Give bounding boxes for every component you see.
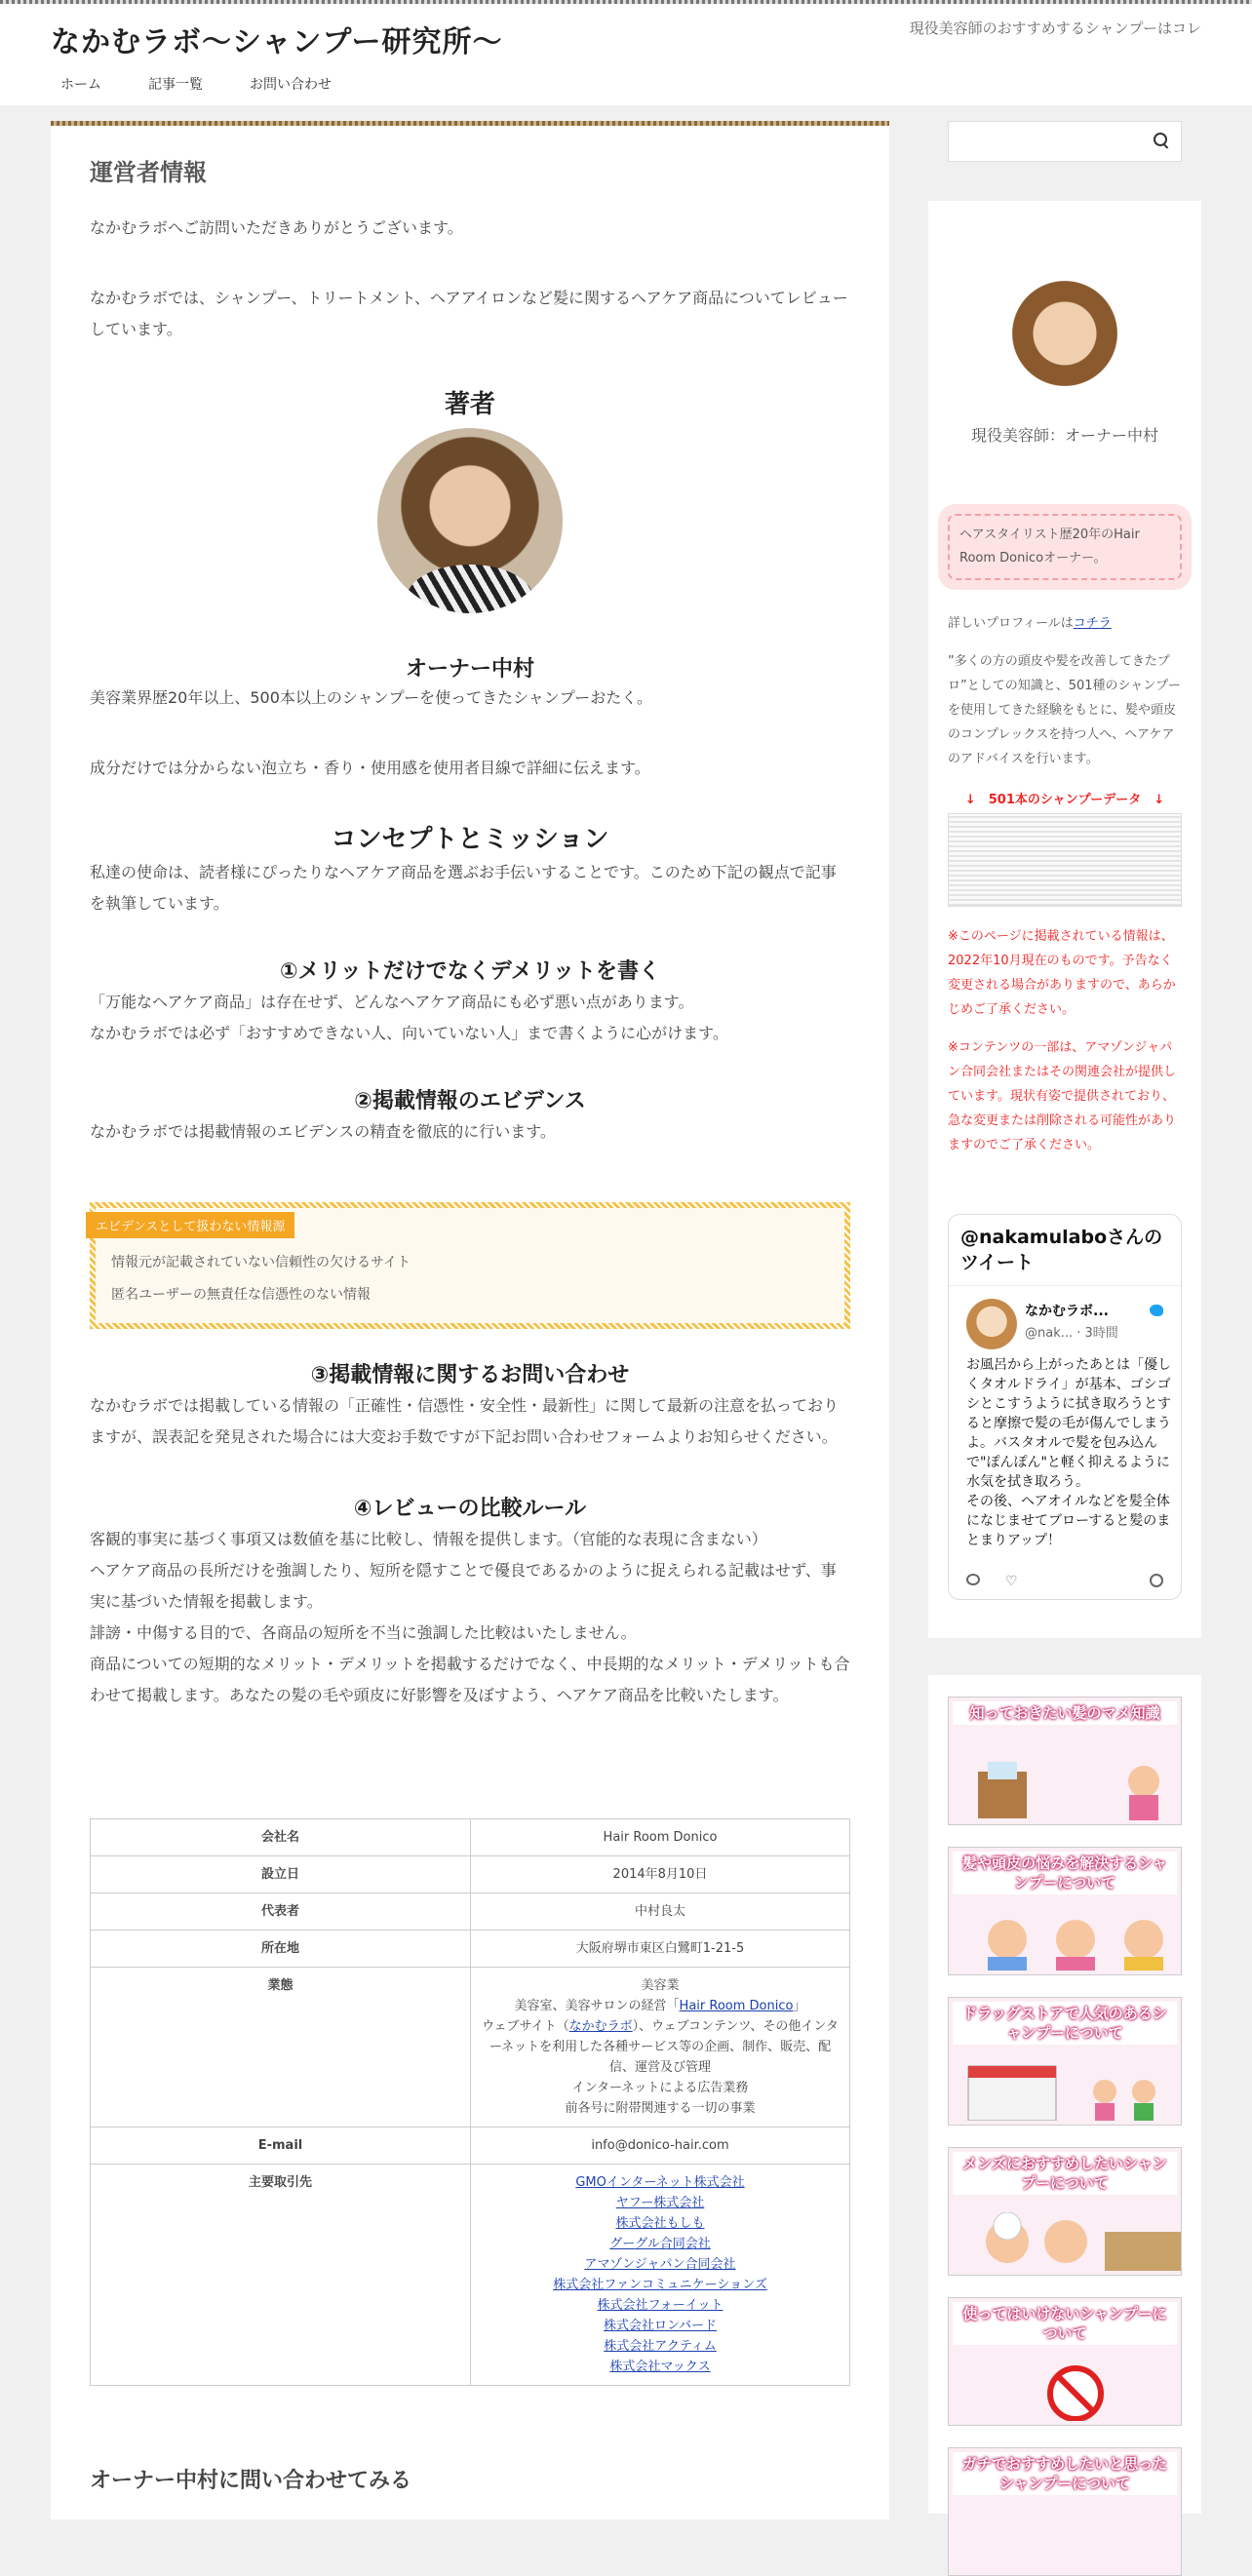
search-icon[interactable]	[1154, 133, 1171, 150]
table-value: 中村良太	[471, 1893, 850, 1931]
partner-link[interactable]: 株式会社もしも	[615, 2216, 705, 2231]
table-value: 大阪府堺市東区白鷺町1-21-5	[471, 1931, 850, 1968]
intro-text-2: なかむラボでは、シャンプー、トリートメント、ヘアアイロンなど髪に関するヘアケア商品についてレビューしています。	[90, 289, 848, 338]
owner-desc-1: 美容業界歴20年以上、500本以上のシャンプーを使ってきたシャンプーおたく。	[90, 688, 652, 707]
section3-text: なかむラボでは掲載している情報の「正確性・信憑性・安全性・最新性」に関して最新の注意を払っておりますが、誤表記を発見された場合には大変お手数ですが下記お問い合わせフォームよりお知らせください。	[90, 1396, 840, 1446]
owner-intro-box	[938, 504, 1192, 590]
tweet-widget-heading[interactable]: @nakamulaboさんのツイート	[949, 1215, 1181, 1286]
banner-hair-tips[interactable]	[948, 1697, 1182, 1825]
site-tagline: 現役美容師のおすすめするシャンプーはコレ	[909, 20, 1201, 37]
table-key: 会社名	[91, 1819, 471, 1856]
global-nav	[51, 74, 369, 94]
shampoo-data-title: ↓ 501本のシャンプーデータ ↓	[964, 793, 1165, 807]
biz-line: ウェブサイト（なかむラボ）、ウェブコンテンツ、その他インターネットを利用した各種サービス等の企画、制作、販売、配信、運営及び管理	[482, 2019, 839, 2075]
tweet-user-handle: @nak... · 3時間	[1025, 1326, 1118, 1341]
profile-link[interactable]: コチラ	[1073, 616, 1112, 631]
table-key: 所在地	[91, 1931, 471, 1968]
tweet-widget	[948, 1214, 1182, 1600]
table-row	[91, 1968, 850, 2127]
author-heading: 著者	[444, 390, 495, 419]
section3-heading: ③掲載情報に関するお問い合わせ	[310, 1363, 630, 1387]
table-value	[471, 1968, 850, 2127]
banner-scalp-problems[interactable]	[948, 1847, 1182, 1975]
notice-date: ※このページに掲載されている情報は、2022年10月現在のものです。予告なく変更される場合がありますので、あらかじめご了承ください。	[948, 929, 1176, 1017]
shampoo-data-image[interactable]	[948, 813, 1182, 907]
biz-line: 前各号に附帯関連する一切の事業	[565, 2101, 756, 2116]
concept-heading: コンセプトとミッション	[331, 825, 609, 854]
tweet-actions	[966, 1574, 1163, 1589]
section2-heading: ②掲載情報のエビデンス	[354, 1089, 586, 1113]
partners-list	[471, 2165, 850, 2386]
banner-title: 使ってはいけないシャンプーについて	[953, 2302, 1177, 2345]
banner-recommended[interactable]	[948, 2447, 1182, 2576]
table-value: Hair Room Donico	[471, 1819, 850, 1856]
bath-illustration-icon	[959, 2212, 1182, 2271]
partner-link[interactable]: 株式会社ロンバード	[603, 2319, 718, 2333]
owner-quote: ”多くの方の頭皮や髪を改善してきたプロ”としての知識と、501種のシャンプーを使用してきた経験をもとに、髪や頭皮のコンプレックスを持つ人へ、ヘアケアのアドバイスを行います。	[948, 654, 1181, 766]
table-value: info@donico-hair.com	[471, 2127, 850, 2165]
section4-line1: 客観的事実に基づく事項又は数値を基に比較し、情報を提供します。（官能的な表現に含まない）	[90, 1530, 767, 1548]
reply-icon[interactable]	[966, 1574, 980, 1585]
contact-heading: オーナー中村に問い合わせてみる	[90, 2469, 412, 2493]
info-icon[interactable]	[1150, 1574, 1163, 1587]
tweet-user-name[interactable]: なかむラボ...	[1025, 1304, 1109, 1319]
search-box	[948, 121, 1182, 162]
prohibited-icon	[959, 2362, 1182, 2421]
owner-side-avatar	[1011, 265, 1118, 402]
concept-text: 私達の使命は、読者様にぴったりなヘアケア商品を選ぶお手伝いすることです。このため下記の観点で記事を執筆しています。	[90, 863, 837, 913]
biz-line: 美容室、美容サロンの経営「Hair Room Donico」	[514, 1999, 806, 2013]
section1-heading: ①メリットだけでなくデメリットを書く	[280, 959, 660, 984]
owner-desc-2: 成分だけでは分からない泡立ち・香り・使用感を使用者目線で詳細に伝えます。	[90, 759, 650, 777]
banner-title: メンズにおすすめしたいシャンプーについて	[953, 2152, 1177, 2195]
profile-widget	[928, 201, 1201, 1638]
owner-name: オーナー中村	[405, 657, 534, 682]
profile-link-line: 詳しいプロフィールはコチラ	[948, 616, 1112, 631]
biz-line: インターネットによる広告業務	[571, 2081, 749, 2095]
callout-label: エビデンスとして扱わない情報源	[86, 1212, 294, 1238]
nakamulabo-link[interactable]: なかむラボ	[568, 2019, 633, 2034]
pharmacy-illustration-icon	[959, 2062, 1182, 2121]
partner-link[interactable]: GMOインターネット株式会社	[575, 2175, 745, 2190]
banner-title: ドラッグストアで人気のあるシャンプーについて	[953, 2002, 1177, 2045]
table-value: 2014年8月10日	[471, 1856, 850, 1893]
banner-title: 髪や頭皮の悩みを解決するシャンプーについて	[953, 1852, 1177, 1894]
partner-link[interactable]: 株式会社フォーイット	[597, 2298, 724, 2313]
table-row	[91, 2127, 850, 2165]
section4-line4: 商品についての短期的なメリット・デメリットを掲載するだけでなく、中長期的なメリット・デメリットも合わせて掲載します。あなたの髪の毛や頭皮に好影響を及ぼすよう、ヘアケア商品を比較いたします。	[90, 1655, 850, 1704]
people-illustration-icon	[959, 1912, 1182, 1971]
intro-text-1: なかむラボへご訪問いただきありがとうございます。	[90, 218, 463, 237]
tweet-text: お風呂から上がったあとは「優しくタオルドライ」が基本、ゴシゴシとこすうように拭き取ろうとすると摩擦で髪の毛が傷んでしまうよ。バスタオルで髪を包み込んで"ぽんぽん"と軽く抑えるように水気を拭き取ろう。 その後、ヘアオイルなどを髪全体になじませてブローすると髪のまとまりアップ！	[966, 1357, 1171, 1548]
banner-title: ガチでおすすめしたいと思ったシャンプーについて	[953, 2452, 1177, 2495]
notice-amazon: ※コンテンツの一部は、アマゾンジャパン合同会社またはその関連会社が提供しています。現状有姿で提供されており、急な変更または削除される可能性がありますのでご了承ください。	[948, 1040, 1177, 1152]
section2-text: なかむラボでは掲載情報のエビデンスの精査を徹底的に行います。	[90, 1122, 556, 1141]
callout-item: 情報元が記載されていない信頼性の欠けるサイト	[111, 1255, 411, 1270]
dresser-illustration-icon	[959, 1762, 1182, 1820]
donico-link[interactable]: Hair Room Donico	[679, 1999, 794, 2013]
main-content	[51, 121, 889, 2519]
partner-link[interactable]: 株式会社マックス	[609, 2360, 711, 2374]
banner-avoid[interactable]	[948, 2297, 1182, 2426]
section4-line2: ヘアケア商品の長所だけを強調したり、短所を隠すことで優良であるかのように捉えられる記載はせず、事実に基づいた情報を掲載します。	[90, 1561, 837, 1611]
table-row	[91, 1819, 850, 1856]
table-key: 設立日	[91, 1856, 471, 1893]
biz-line: 美容業	[641, 1978, 680, 1993]
partner-link[interactable]: アマゾンジャパン合同会社	[584, 2257, 736, 2272]
search-input[interactable]	[957, 132, 1132, 151]
banner-title: 知っておきたい髪のマメ知識	[953, 1701, 1177, 1725]
owner-avatar	[377, 428, 563, 613]
table-row	[91, 1893, 850, 1931]
table-key: E-mail	[91, 2127, 471, 2165]
table-key: 主要取引先	[91, 2165, 471, 2386]
banner-mens[interactable]	[948, 2147, 1182, 2276]
nav-home[interactable]: ホーム	[60, 77, 101, 93]
twitter-bird-icon[interactable]	[1150, 1305, 1163, 1316]
category-banners	[928, 1675, 1201, 2514]
tweet-avatar[interactable]	[966, 1299, 1017, 1349]
table-key: 業態	[91, 1968, 471, 2127]
section1-line1: 「万能なヘアケア商品」は存在せず、どんなヘアケア商品にも必ず悪い点があります。	[90, 993, 694, 1011]
partner-link[interactable]: グーグル合同会社	[609, 2237, 711, 2251]
site-title[interactable]: なかむラボ～シャンプー研究所～	[51, 25, 503, 59]
owner-intro-text: ヘアスタイリスト歴20年のHair Room Donicoオーナー。	[948, 514, 1182, 580]
partner-link[interactable]: 株式会社アクティム	[604, 2339, 717, 2354]
nav-contact[interactable]: お問い合わせ	[250, 77, 332, 93]
evidence-callout	[90, 1202, 850, 1329]
heart-icon[interactable]: ♡	[1005, 1574, 1018, 1589]
section4-heading: ④レビューの比較ルール	[353, 1497, 587, 1521]
table-row	[91, 2165, 850, 2386]
owner-caption: 現役美容師：オーナー中村	[970, 426, 1158, 445]
banner-drugstore[interactable]	[948, 1997, 1182, 2126]
nav-articles[interactable]: 記事一覧	[148, 77, 203, 93]
table-row	[91, 1931, 850, 1968]
company-info-table	[90, 1818, 850, 2386]
table-key: 代表者	[91, 1893, 471, 1931]
section1-line2: なかむラボでは必ず「おすすめできない人、向いていない人」まで書くように心がけます。	[90, 1024, 728, 1042]
site-header	[0, 4, 1252, 105]
table-row	[91, 1856, 850, 1893]
partner-link[interactable]: ヤフー株式会社	[615, 2196, 705, 2210]
section4-line3: 誹謗・中傷する目的で、各商品の短所を不当に強調した比較はいたしません。	[90, 1623, 637, 1642]
callout-item: 匿名ユーザーの無責任な信憑性のない情報	[111, 1287, 371, 1303]
partner-link[interactable]: 株式会社ファンコミュニケーションズ	[553, 2278, 767, 2292]
page-title: 運営者情報	[90, 159, 207, 186]
